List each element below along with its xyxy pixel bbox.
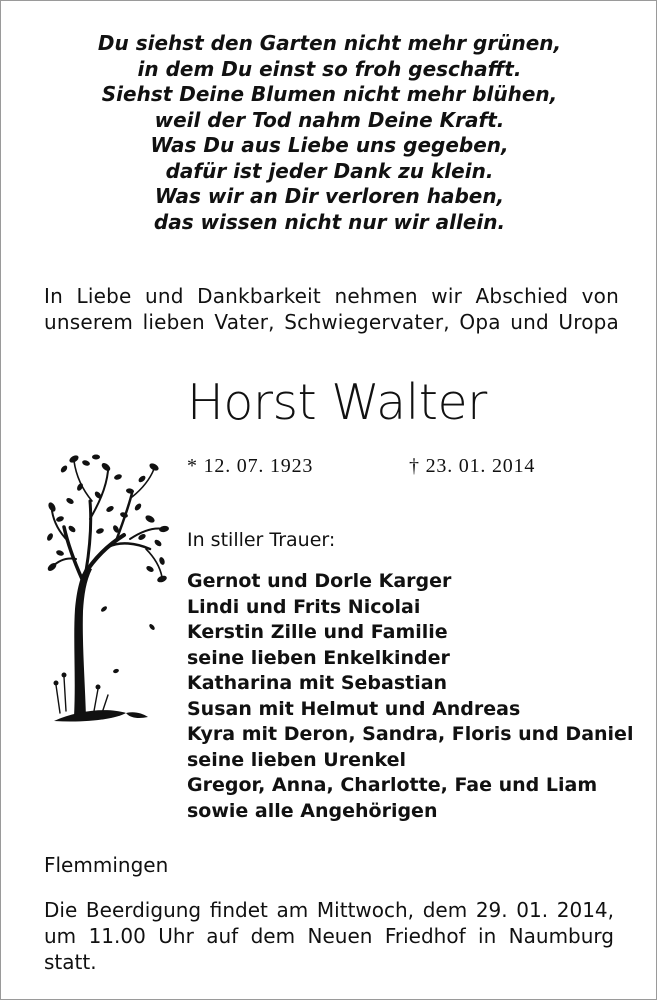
family-member: seine lieben Enkelkinder [187,646,450,669]
intro-line: In Liebe und Dankbarkeit nehmen wir Abschied von [44,284,619,308]
death-date: † 23. 01. 2014 [409,455,536,477]
family-member: seine lieben Urenkel [187,748,407,771]
poem-line: weil der Tod nahm Deine Kraft. [154,107,505,132]
farewell-intro [44,283,619,335]
poem-line: Siehst Deine Blumen nicht mehr blühen, [101,82,558,106]
poem-line: Was Du aus Liebe uns gegeben, [150,133,509,157]
intro-line: unserem lieben Vater, Schwiegervater, Opa und Uropa [44,310,619,334]
memorial-poem [1,31,657,235]
birth-date: * 12. 07. 1923 [187,455,314,477]
place-name: Flemmingen [44,853,169,877]
family-member: Gregor, Anna, Charlotte, Fae und Liam [187,774,598,796]
family-member: Susan mit Helmut und Andreas [187,697,521,720]
family-member: Kerstin Zille und Familie [187,621,448,643]
family-member: Lindi und Frits Nicolai [187,595,421,618]
tree-icon [46,449,174,731]
family-member: Katharina mit Sebastian [187,672,448,694]
family-member: Gernot und Dorle Karger [187,570,452,592]
funeral-notice [44,897,614,975]
funeral-line: Die Beerdigung findet am Mittwoch, dem 29. 01. 2014, [44,898,614,922]
poem-line: in dem Du einst so froh geschafft. [137,56,522,81]
family-member: Kyra mit Deron, Sandra, Floris und Daniel [187,723,634,745]
funeral-line: um 11.00 Uhr auf dem Neuen Friedhof in Naumburg [44,924,614,948]
poem-line: Was wir an Dir verloren haben, [154,184,505,208]
deceased-name: Horst Walter [187,374,487,431]
family-member: sowie alle Angehörigen [187,799,438,822]
poem-line: das wissen nicht nur wir allein. [153,209,506,234]
life-dates [187,455,536,478]
funeral-line: statt. [44,950,97,974]
poem-line: dafür ist jeder Dank zu klein. [165,158,494,183]
poem-line: Du siehst den Garten nicht mehr grünen, [97,31,562,55]
family-list [187,569,633,824]
mourning-label: In stiller Trauer: [187,529,336,551]
